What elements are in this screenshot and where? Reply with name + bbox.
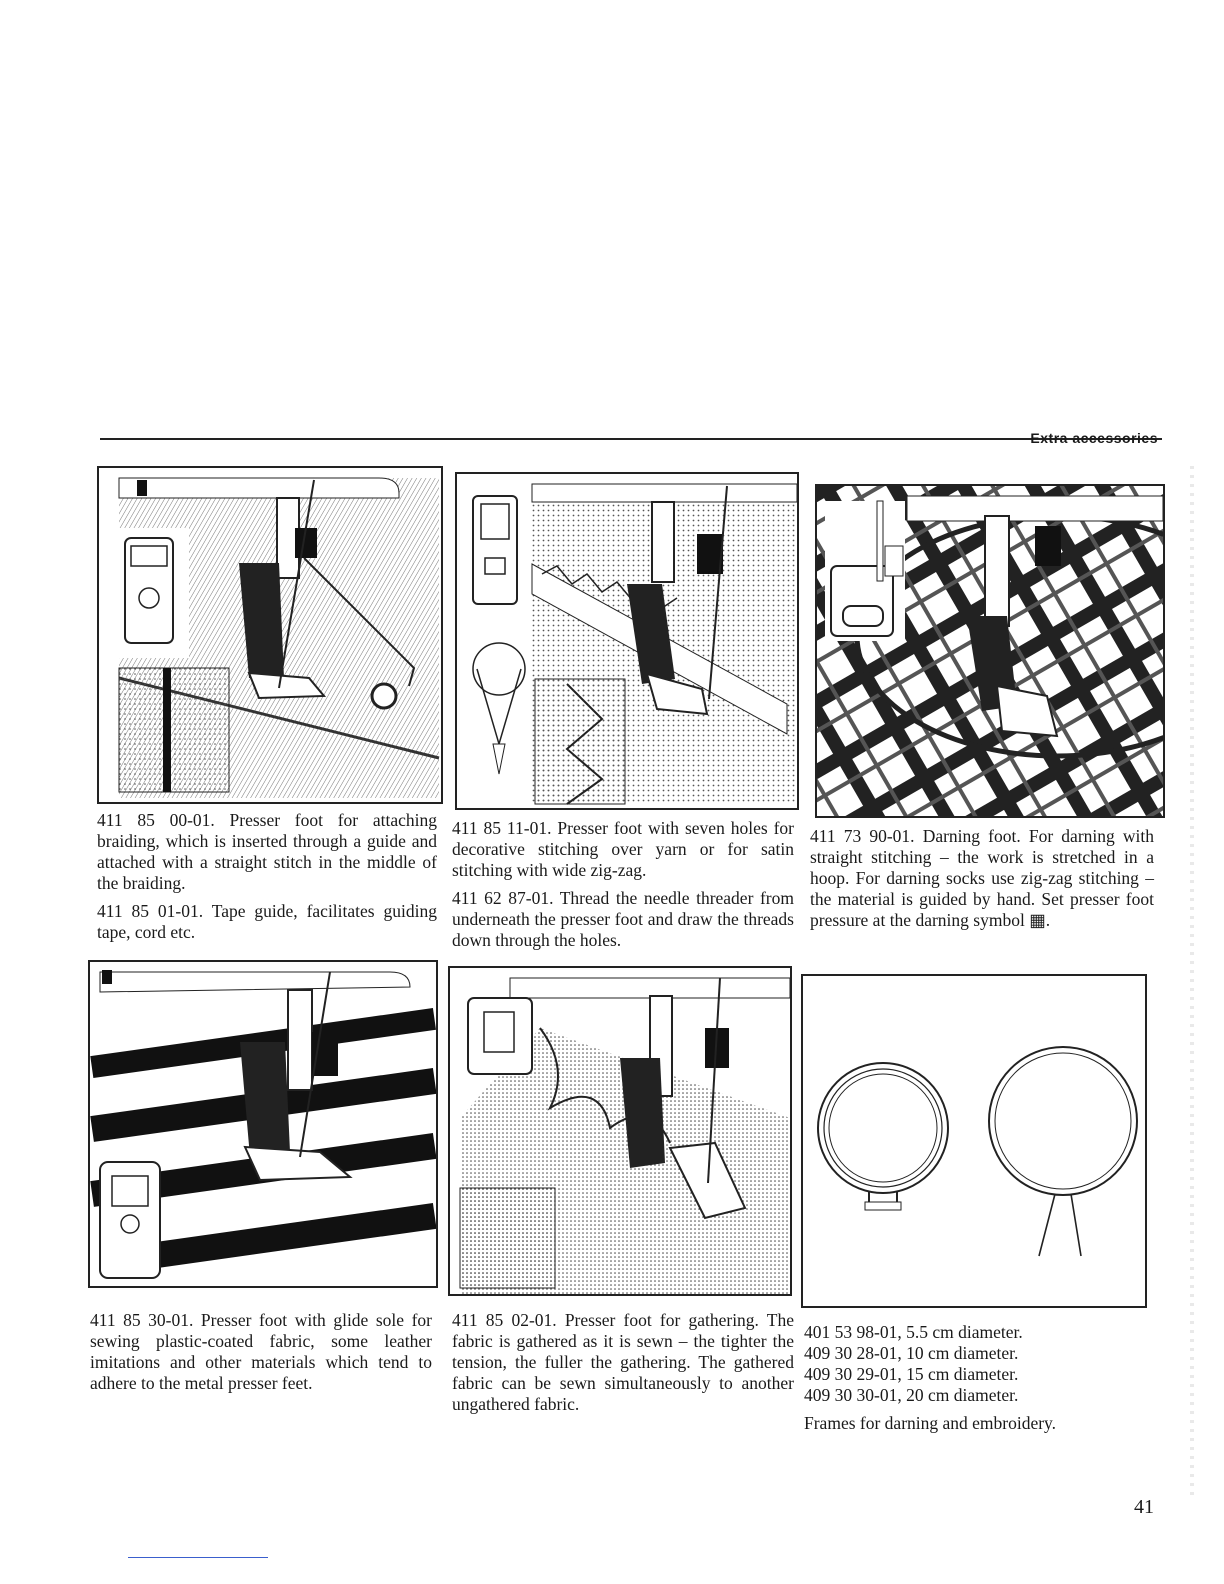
braiding-foot-caption [97,810,437,943]
darning-foot-illustration [815,484,1165,818]
frame-size-item: 409 30 30-01, 20 cm diameter. [804,1385,1019,1405]
hoops-drawing [803,976,1145,1306]
glide-sole-foot-illustration [88,960,438,1288]
frame-size-list [804,1322,1144,1406]
frame-size-item: 409 30 28-01, 10 cm diameter. [804,1343,1019,1363]
darning-foot-drawing [817,486,1163,816]
needle-threader-text: 411 62 87-01. Thread the needle threader from underneath the presser foot and draw the threads down through the holes. [452,888,794,950]
section-title: Extra accessories [1030,430,1158,446]
glide-sole-foot-text: 411 85 30-01. Presser foot with glide sole for sewing plastic-coated fabric, some leather imitations and other materials which tend to adhere to the metal presser feet. [90,1310,432,1393]
braiding-foot-illustration [97,466,443,804]
frame-size-item: 409 30 29-01, 15 cm diameter. [804,1364,1019,1384]
embroidery-hoops-illustration [801,974,1147,1308]
darning-foot-text: 411 73 90-01. Darning foot. For darning with straight stitching – the work is stretched in a hoop. For darning socks use zig-zag stitching – the material is guided by hand. Set presser foot pressure at the darning symbol [810,826,1154,930]
darning-symbol: ▦. [1029,910,1051,930]
frames-note: Frames for darning and embroidery. [804,1413,1057,1433]
darning-foot-caption [810,826,1154,931]
glide-sole-foot-drawing [90,962,436,1286]
braiding-foot-drawing [99,468,441,802]
frames-caption [804,1322,1144,1434]
braiding-foot-text: 411 85 00-01. Presser foot for attaching braiding, which is inserted through a guide and attached with a straight stitch in the middle of the braiding. [97,810,437,893]
header-rule [100,438,1162,440]
gathering-foot-illustration [448,966,792,1296]
seven-holes-foot-illustration [455,472,799,810]
glide-sole-foot-caption [90,1310,432,1394]
seven-holes-foot-text: 411 85 11-01. Presser foot with seven holes for decorative stitching over yarn or for satin stitching with wide zig-zag. [452,818,794,880]
frame-size-item: 401 53 98-01, 5.5 cm diameter. [804,1322,1023,1342]
gathering-foot-drawing [450,968,790,1294]
gathering-foot-caption [452,1310,794,1415]
page-number: 41 [1134,1496,1154,1518]
tape-guide-text: 411 85 01-01. Tape guide, facilitates guiding tape, cord etc. [97,901,437,942]
scan-edge [1190,460,1194,1500]
footer-line [128,1557,268,1558]
seven-holes-foot-drawing [457,474,797,808]
seven-holes-foot-caption [452,818,794,951]
gathering-foot-text: 411 85 02-01. Presser foot for gathering. The fabric is gathered as it is sewn – the tighter the tension, the fuller the gathering. The gathered fabric can be sewn simultaneously to another ungathered fabric. [452,1310,794,1414]
